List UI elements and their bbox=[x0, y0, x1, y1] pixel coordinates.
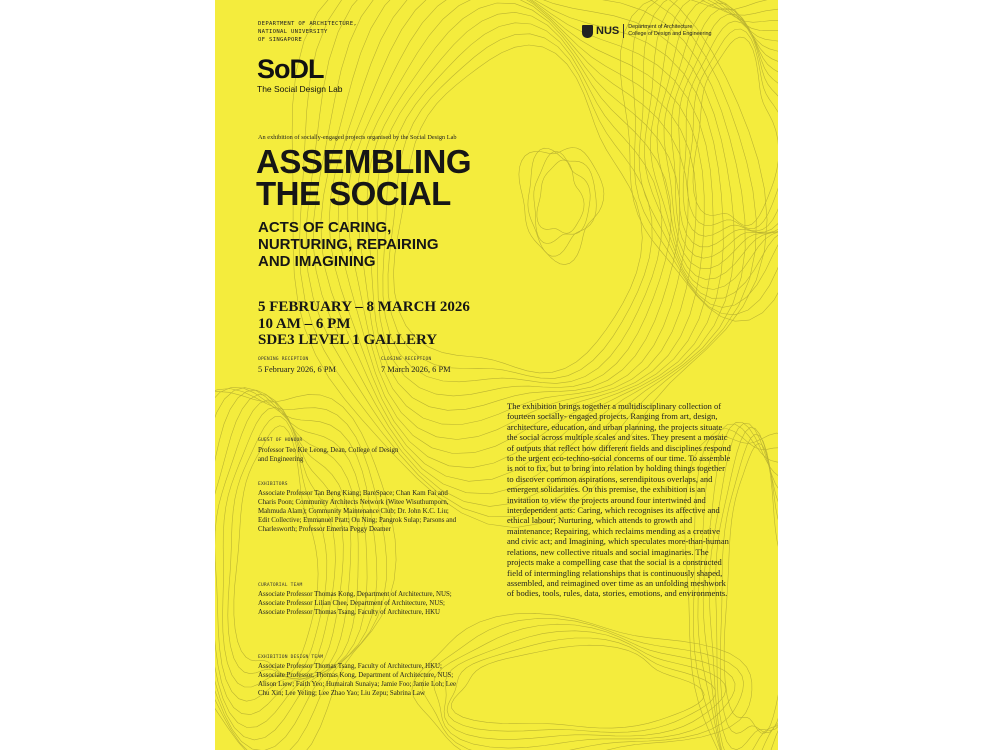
contour-line bbox=[537, 160, 584, 233]
nus-wordmark: NUS bbox=[596, 25, 620, 37]
exhibitors-label: EXHIBITORS bbox=[258, 482, 288, 487]
contour-line bbox=[534, 151, 590, 243]
event-hours: 10 AM – 6 PM bbox=[258, 315, 351, 332]
subtitle-line: ACTS OF CARING, bbox=[258, 219, 392, 236]
design-team-text: Associate Professor Thomas Tsang, Faculty of Architecture, HKU; Associate Professor, Thomas Kong, Department of Architecture, NUS; Alison Liew; Faith Yeo; Humairah Sunaiya; Jamie Foo; Jamie Loh; Lee Chu Xin; Lee Yeling; Lee Zhao Yao; Liu Zepu; Sabrina Law bbox=[258, 663, 457, 697]
nus-line: Department of Architecture bbox=[628, 24, 693, 30]
exhibition-subtitle bbox=[258, 219, 439, 270]
contour-line bbox=[528, 148, 596, 256]
exhibition-title bbox=[256, 143, 472, 212]
closing-reception-label: CLOSING RECEPTION bbox=[381, 357, 432, 362]
intro-text: An exhibition of socially-engaged projects organised by the Social Design Lab bbox=[258, 134, 457, 141]
nus-line: College of Design and Engineering bbox=[628, 31, 712, 37]
exhibitors-text: Associate Professor Tan Beng Kiang; BareSpace; Chan Kam Fai and Charis Poon; Community Architects Network (Witee Wisuthumporn, Mahmuda Alam); Community Maintenance Club; Dr. John K.C. Liu; Edit Collective; Emmanuel Pratt; Ou Ning; Pangrok Sulap; Parsons and Charlesworth; Professor Emerita Peggy Deamer bbox=[258, 490, 457, 533]
opening-reception-value: 5 February 2026, 6 PM bbox=[258, 365, 336, 374]
guest-of-honour-text: Professor Teo Kie Leong, Dean, College of Design and Engineering bbox=[258, 447, 399, 463]
logo-divider bbox=[623, 24, 624, 38]
nus-department-text bbox=[628, 24, 711, 38]
department-address bbox=[258, 20, 357, 45]
contour-line bbox=[412, 613, 752, 750]
design-team-label: EXHIBITION DESIGN TEAM bbox=[258, 655, 324, 660]
contour-line bbox=[657, 0, 778, 279]
contour-line bbox=[444, 631, 726, 740]
curatorial-team-text: Associate Professor Thomas Kong, Department of Architecture, NUS; Associate Professor Lilian Chee, Department of Architecture, NUS; Associate Professor Thomas Tsang, Faculty of Architecture, HKU bbox=[258, 591, 452, 616]
department-line: NATIONAL UNIVERSITY bbox=[258, 29, 328, 36]
nus-logo bbox=[582, 24, 712, 38]
event-dates: 5 FEBRUARY – 8 MARCH 2026 bbox=[258, 299, 470, 315]
exhibition-description: The exhibition brings together a multidisciplinary collection of fourteen socially- engaged projects. Ranging from art, design, architecture, education, and urban planning, the projects situate the social across multiple scales and sites. They present a mosaic of outputs that reflect how different fields and disciplines respond to the urgent eco-techno-social concerns of our time. To assemble is not to fix, but to bring into relation by holding things together to discover common aspirations, serendipitous overlaps, and emergent solidarities. On this premise, the exhibition is an invitation to view the projects around four intertwined and interdependent acts: Caring, which recognises its affective and ethical labour; Nurturing, which attends to growth and maintenance; Repairing, which reclaims mending as a creative and civic act; and Imagining, which speculates more-than-human relations, new collective rituals and social imaginaries. The projects make a compelling case that the social is a constructed field of intermingling relationships that is continuously shaped, assembled, and reimagined over time as an unfolding meshwork of bodies, tools, rules, data, stories, emotions, and environments. bbox=[507, 401, 731, 599]
subtitle-line: NURTURING, REPAIRING bbox=[258, 236, 439, 253]
contour-lines-graphic bbox=[215, 0, 778, 750]
event-venue: SDE3 LEVEL 1 GALLERY bbox=[258, 332, 438, 348]
title-line: ASSEMBLING bbox=[256, 143, 472, 180]
poster bbox=[215, 0, 778, 750]
title-line: THE SOCIAL bbox=[256, 175, 451, 212]
department-line: OF SINGAPORE bbox=[258, 37, 303, 44]
contour-line bbox=[664, 3, 778, 269]
lab-name: The Social Design Lab bbox=[257, 84, 343, 94]
curatorial-team-label: CURATORIAL TEAM bbox=[258, 583, 303, 588]
department-line: DEPARTMENT OF ARCHITECTURE, bbox=[258, 21, 358, 27]
contour-line bbox=[519, 148, 604, 265]
sodl-logo: SoDL bbox=[257, 54, 324, 84]
guest-of-honour-label: GUEST OF HONOUR bbox=[258, 438, 303, 443]
closing-reception-value: 7 March 2026, 6 PM bbox=[381, 365, 451, 374]
opening-reception-label: OPENING RECEPTION bbox=[258, 357, 309, 362]
subtitle-line: AND IMAGINING bbox=[258, 253, 376, 270]
nus-crest-icon bbox=[582, 25, 593, 38]
event-details bbox=[258, 299, 470, 349]
